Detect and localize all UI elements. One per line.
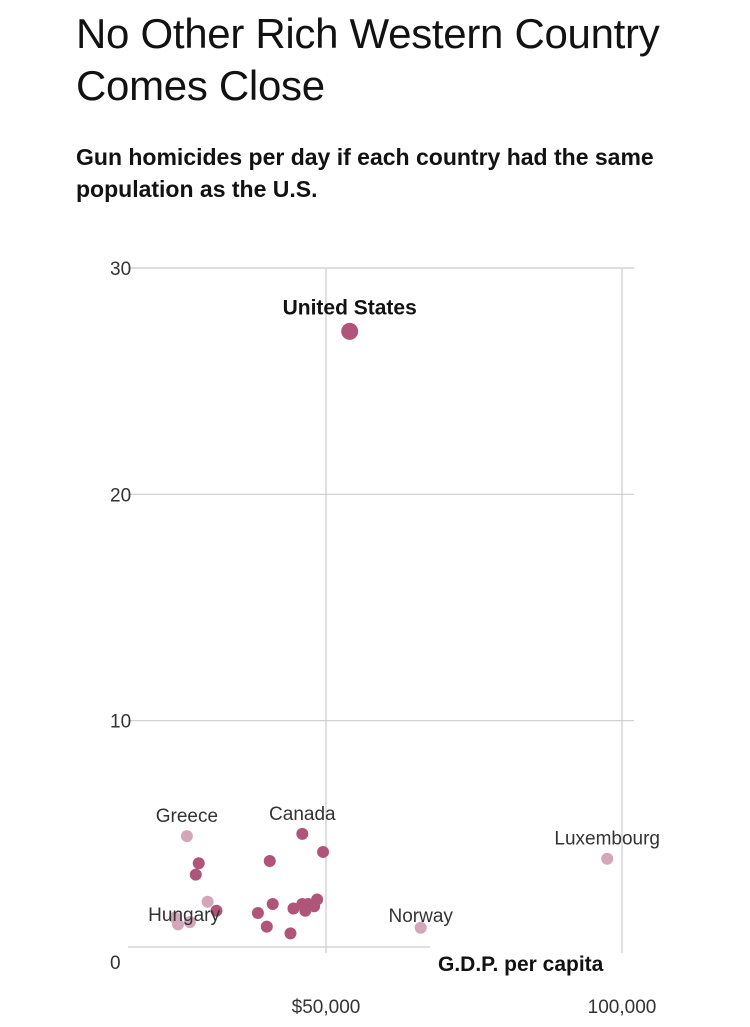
x-axis bbox=[292, 997, 657, 1018]
point-label: Canada bbox=[269, 803, 336, 825]
data-point bbox=[252, 907, 264, 919]
point-label: Norway bbox=[388, 905, 453, 927]
data-point bbox=[261, 921, 273, 933]
y-axis bbox=[110, 259, 131, 974]
y-tick-label: 30 bbox=[110, 259, 132, 280]
data-point bbox=[193, 857, 205, 869]
data-point bbox=[299, 905, 311, 917]
x-tick-label: $50,000 bbox=[291, 997, 361, 1018]
y-tick-label: 0 bbox=[110, 953, 121, 974]
point-label: Hungary bbox=[148, 905, 220, 926]
chart-title: No Other Rich Western Country Comes Close bbox=[76, 10, 660, 109]
point-labels bbox=[148, 296, 660, 926]
data-point bbox=[317, 846, 329, 858]
data-points bbox=[169, 323, 613, 940]
y-tick-label: 10 bbox=[110, 711, 132, 733]
grid-lines bbox=[128, 268, 634, 953]
data-point bbox=[601, 853, 613, 865]
x-axis-label: G.D.P. per capita bbox=[438, 953, 604, 976]
point-label: Luxembourg bbox=[554, 828, 661, 850]
data-point bbox=[341, 323, 358, 340]
data-point bbox=[181, 830, 193, 842]
data-point bbox=[311, 893, 323, 905]
data-point bbox=[284, 927, 296, 939]
data-point bbox=[296, 828, 308, 840]
point-label: United States bbox=[282, 296, 417, 320]
data-point bbox=[190, 869, 202, 881]
data-point bbox=[267, 898, 279, 910]
chart-subtitle: Gun homicides per day if each country had the same population as the U.S. bbox=[76, 144, 654, 202]
y-tick-label: 20 bbox=[110, 485, 132, 507]
point-label: Greece bbox=[155, 806, 219, 828]
x-tick-label: 100,000 bbox=[587, 997, 657, 1018]
data-point bbox=[264, 855, 276, 867]
